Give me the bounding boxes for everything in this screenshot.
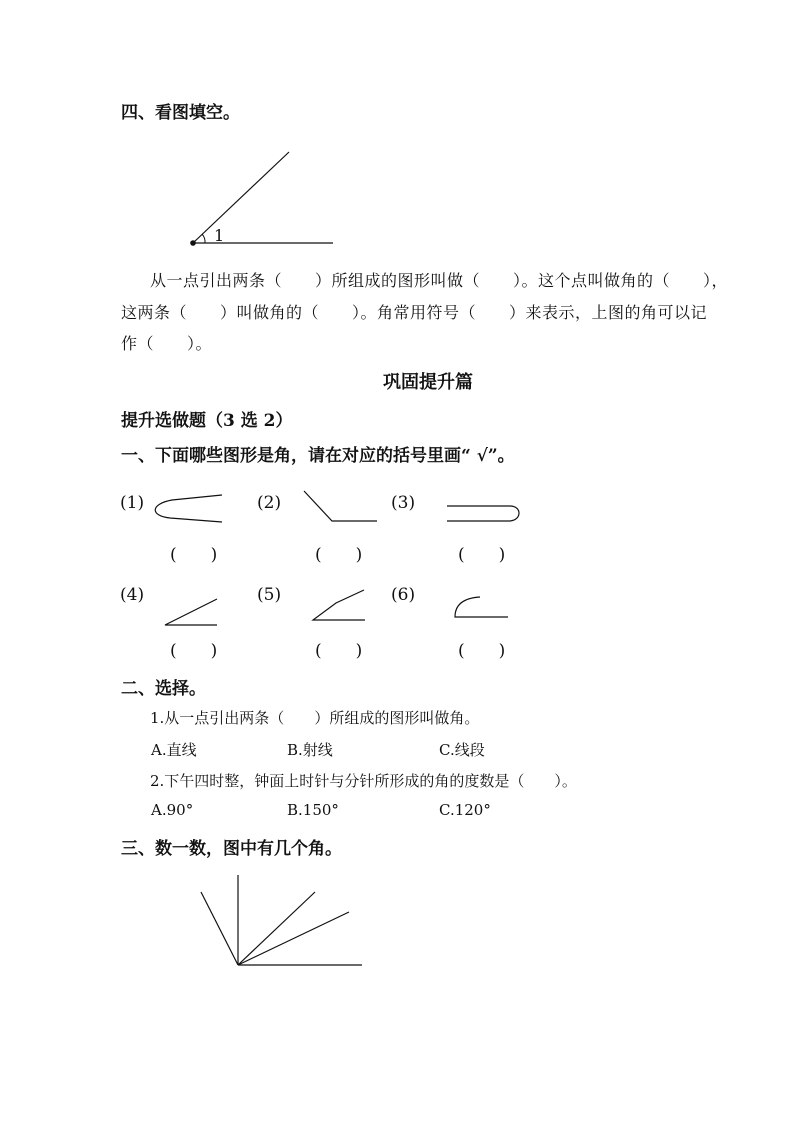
- q2-q1-option-b[interactable]: B.射线: [287, 741, 333, 759]
- shape-6-answer[interactable]: ( ): [458, 641, 506, 661]
- angle-1-label: 1: [214, 226, 225, 245]
- ray-right: [238, 912, 349, 965]
- ray-middle: [238, 892, 315, 965]
- shape-1-label: (1): [120, 493, 145, 513]
- shape-5-broken-line: [313, 590, 365, 620]
- section4-line1: 从一点引出两条（ ）所组成的图形叫做（ ）。这个点叫做角的（ ），: [150, 271, 729, 290]
- shape-2-answer[interactable]: ( ): [315, 545, 363, 565]
- shape-3-label: (3): [391, 493, 416, 513]
- consolidate-title: 巩固提升篇: [383, 372, 473, 393]
- q2-question-2: 2.下午四时整，钟面上时针与分针所形成的角的度数是（ ）。: [150, 772, 577, 790]
- shape-6-curve: [455, 597, 508, 617]
- q1-heading: 一、下面哪些图形是角，请在对应的括号里画“ √”。: [121, 446, 515, 466]
- ray-left: [201, 892, 238, 965]
- shape-3-closed-loop: [447, 506, 519, 521]
- q2-q2-option-b[interactable]: B.150°: [287, 801, 339, 819]
- section4-line3: 作（ ）。: [121, 334, 213, 353]
- q2-q2-option-a[interactable]: A.90°: [151, 801, 194, 819]
- count-angles-figure: [201, 875, 362, 965]
- shape-2-label: (2): [257, 493, 282, 513]
- elective-heading: 提升选做题（3 选 2）: [121, 411, 293, 431]
- shape-1-curved-loop: [155, 495, 222, 522]
- angle-1-ray-oblique: [193, 152, 289, 243]
- angle-1-vertex: [190, 240, 196, 246]
- angle-1-figure: [190, 152, 333, 246]
- q2-heading: 二、选择。: [121, 679, 206, 699]
- section4-heading: 四、看图填空。: [121, 103, 240, 123]
- shape-4-answer[interactable]: ( ): [170, 641, 218, 661]
- shape-1-answer[interactable]: ( ): [170, 545, 218, 565]
- shape-4-label: (4): [120, 585, 145, 605]
- section4-line2: 这两条（ ）叫做角的（ ）。角常用符号（ ）来表示，上图的角可以记: [121, 303, 708, 322]
- q2-q2-option-c[interactable]: C.120°: [439, 801, 491, 819]
- shape-6-label: (6): [391, 585, 416, 605]
- q3-heading: 三、数一数，图中有几个角。: [121, 839, 342, 859]
- q2-question-1: 1.从一点引出两条（ ）所组成的图形叫做角。: [150, 709, 480, 727]
- shape-4-angle: [165, 599, 217, 625]
- shape-2-bent-line: [304, 491, 377, 521]
- shape-3-answer[interactable]: ( ): [458, 545, 506, 565]
- angle-1-arc: [202, 234, 205, 243]
- shape-5-answer[interactable]: ( ): [315, 641, 363, 661]
- q2-q1-option-c[interactable]: C.线段: [439, 741, 485, 759]
- shape-5-label: (5): [257, 585, 282, 605]
- q2-q1-option-a[interactable]: A.直线: [151, 741, 197, 759]
